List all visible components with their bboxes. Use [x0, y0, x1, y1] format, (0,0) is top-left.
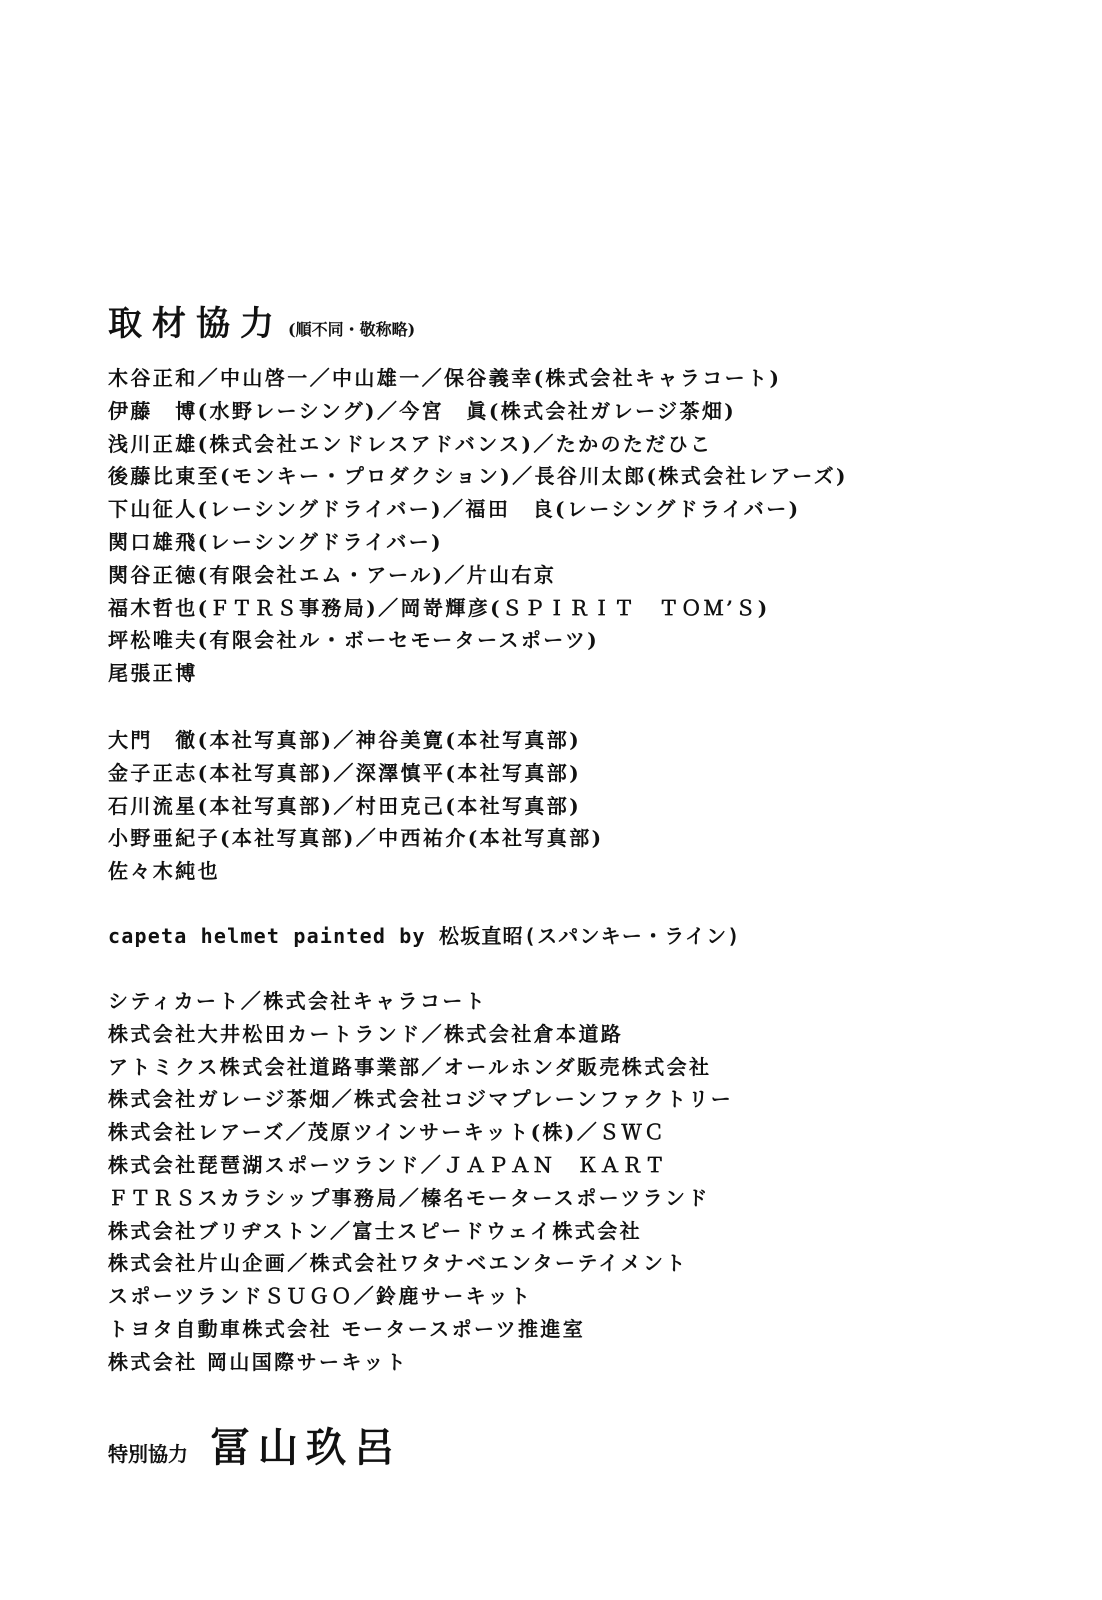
credit-line: 株式会社大井松田カートランド／株式会社倉本道路	[108, 1021, 624, 1046]
credit-line: 伊藤 博(水野レーシング)／今宮 眞(株式会社ガレージ茶畑)	[108, 398, 737, 423]
credit-line: 下山征人(レーシングドライバー)／福田 良(レーシングドライバー)	[108, 497, 801, 522]
credit-line: 株式会社琵琶湖スポーツランド／ＪＡＰＡＮ ＫＡＲＴ	[108, 1152, 668, 1177]
special-cooperation-name: 冨山玖呂	[210, 1424, 402, 1471]
credit-line: ＦＴＲＳスカラシップ事務局／榛名モータースポーツランド	[108, 1185, 710, 1210]
credit-line: 浅川正雄(株式会社エンドレスアドバンス)／たかのただひこ	[108, 431, 713, 456]
credit-line: 尾張正博	[108, 661, 198, 686]
credit-line: スポーツランドＳＵＧＯ／鈴鹿サーキット	[108, 1284, 533, 1309]
helmet-credit-line: capeta helmet painted by 松坂直昭(スパンキー・ライン)	[108, 924, 741, 948]
credit-line: 関谷正徳(有限会社エム・アール)／片山右京	[108, 562, 557, 587]
photo-department-credits-list	[108, 724, 603, 888]
helmet-credit-section	[108, 920, 741, 953]
credit-line: 福木哲也(ＦＴＲＳ事務局)／岡嵜輝彦(ＳＰＩＲＩＴ ＴＯＭ’Ｓ)	[108, 595, 770, 620]
individual-credits-list	[108, 362, 848, 690]
credit-line: 株式会社レアーズ／茂原ツインサーキット(株)／ＳＷＣ	[108, 1120, 667, 1145]
special-cooperation-label: 特別協力	[108, 1442, 188, 1466]
credit-line: 後藤比東至(モンキー・プロダクション)／長谷川太郎(株式会社レアーズ)	[108, 464, 848, 489]
credit-line: 佐々木純也	[108, 859, 220, 884]
credit-line: シティカート／株式会社キャラコート	[108, 989, 488, 1013]
credit-line: 株式会社ガレージ茶畑／株式会社コジマプレーンファクトリー	[108, 1087, 734, 1112]
credit-line: アトミクス株式会社道路事業部／オールホンダ販売株式会社	[108, 1054, 712, 1079]
heading-title: 取材協力	[108, 304, 284, 344]
credit-line: 石川流星(本社写真部)／村田克己(本社写真部)	[108, 793, 582, 818]
credit-line: 大門 徹(本社写真部)／神谷美寛(本社写真部)	[108, 728, 582, 752]
credit-line: 株式会社片山企画／株式会社ワタナベエンターテイメント	[108, 1251, 688, 1276]
credits-heading	[108, 296, 415, 345]
special-cooperation	[108, 1416, 402, 1473]
credit-line: 関口雄飛(レーシングドライバー)	[108, 529, 444, 554]
organization-credits-list	[108, 985, 733, 1379]
credit-line: 坪松唯夫(有限会社ル・ボーセモータースポーツ)	[108, 628, 600, 653]
credit-line: 株式会社 岡山国際サーキット	[108, 1349, 409, 1374]
credit-line: 金子正志(本社写真部)／深澤慎平(本社写真部)	[108, 760, 582, 785]
credit-line: 小野亜紀子(本社写真部)／中西祐介(本社写真部)	[108, 826, 604, 851]
credit-line: 株式会社ブリヂストン／富士スピードウェイ株式会社	[108, 1218, 642, 1243]
credit-line: トヨタ自動車株式会社 モータースポーツ推進室	[108, 1316, 586, 1341]
credit-line: 木谷正和／中山啓一／中山雄一／保谷義幸(株式会社キャラコート)	[108, 366, 782, 390]
heading-note: (順不同・敬称略)	[288, 320, 416, 339]
